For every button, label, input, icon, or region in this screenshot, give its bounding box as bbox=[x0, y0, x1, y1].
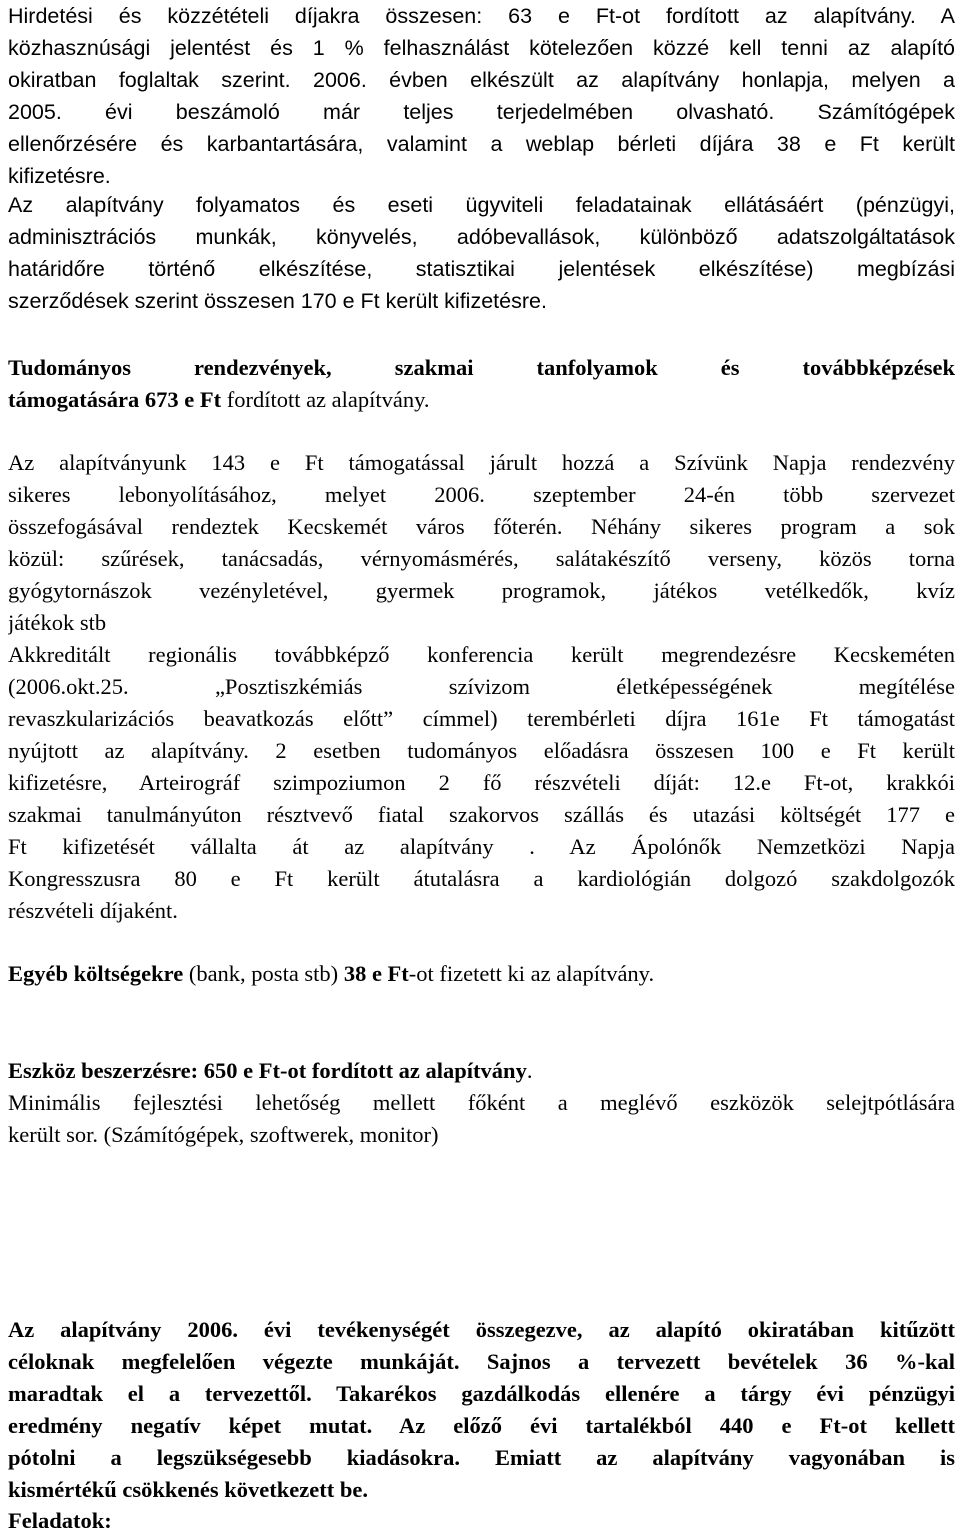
paragraph-administration-costs bbox=[8, 189, 955, 317]
text-line: közül: szűrések, tanácsadás, vérnyomásmérés, salátakészítő verseny, közös torna bbox=[8, 546, 955, 571]
text-line: nyújtott az alapítvány. 2 esetben tudományos előadásra összesen 100 e Ft került bbox=[8, 738, 955, 763]
text-line: került sor. (Számítógépek, szoftwerek, monitor) bbox=[8, 1122, 439, 1147]
bold-text: Egyéb költségekre bbox=[8, 961, 184, 986]
text-line bbox=[8, 384, 955, 416]
text-line: gyógytornászok vezényletével, gyermek programok, játékos vetélkedők, kvíz bbox=[8, 578, 955, 603]
text-line: kismértékű csökkenés következett be. bbox=[8, 1477, 368, 1502]
text-line bbox=[8, 1055, 955, 1087]
text-line: céloknak megfelelően végezte munkáját. Sajnos a tervezett bevételek 36 %-kal bbox=[8, 1349, 955, 1374]
text-line: revaszkularizációs beavatkozás előtt” címmel) terembérleti díjra 161e Ft támogatást bbox=[8, 706, 955, 731]
text-line: szerződések szerint összesen 170 e Ft került kifizetésre. bbox=[8, 289, 547, 313]
paragraph-other-costs bbox=[8, 958, 955, 990]
bold-text: támogatására 673 e Ft bbox=[8, 387, 222, 412]
text-line: okiratban foglaltak szerint. 2006. évben elkészült az alapítvány honlapja, melyen a bbox=[8, 68, 955, 92]
plain-text: -ot fizetett ki az alapítvány. bbox=[408, 961, 655, 986]
text-line: játékok stb bbox=[8, 610, 107, 635]
paragraph-scientific-events bbox=[8, 352, 955, 416]
text-line: ellenőrzésére és karbantartására, valamint a weblap bérleti díjára 38 e Ft került bbox=[8, 132, 955, 156]
text-line: kifizetésre, Arteirográf szimpoziumon 2 fő részvételi díját: 12.e Ft-ot, krakkói bbox=[8, 770, 955, 795]
text-line: Ft kifizetését vállalta át az alapítvány . Az Ápolónők Nemzetközi Napja bbox=[8, 834, 955, 859]
paragraph-annual-summary bbox=[8, 1314, 955, 1506]
text-line: pótolni a legszükségesebb kiadásokra. Emiatt az alapítvány vagyonában is bbox=[8, 1445, 955, 1470]
text-line: (2006.okt.25. „Posztiszkémiás szívizom életképességének megítélése bbox=[8, 674, 955, 699]
heading-text: Feladatok: bbox=[8, 1508, 112, 1533]
text-line: Az alapítvány 2006. évi tevékenységét összegezve, az alapító okiratában kitűzött bbox=[8, 1317, 955, 1342]
text-line: 2005. évi beszámoló már teljes terjedelmében olvasható. Számítógépek bbox=[8, 100, 955, 124]
text-line: Az alapítványunk 143 e Ft támogatással járult hozzá a Szívünk Napja rendezvény bbox=[8, 450, 955, 475]
text-line: Minimális fejlesztési lehetőség mellett főként a meglévő eszközök selejtpótlására bbox=[8, 1090, 955, 1115]
text-line: Az alapítvány folyamatos és eseti ügyviteli feladatainak ellátásáért (pénzügyi, bbox=[8, 193, 955, 217]
text-line: Tudományos rendezvények, szakmai tanfolyamok és továbbképzések bbox=[8, 355, 955, 380]
text-line: maradtak el a tervezettől. Takarékos gazdálkodás ellenére a tárgy évi pénzügyi bbox=[8, 1381, 955, 1406]
text-line: Kongresszusra 80 e Ft került átutalásra a kardiológián dolgozó szakdolgozók bbox=[8, 866, 955, 891]
paragraph-heart-day-support bbox=[8, 447, 955, 927]
text-line: sikeres lebonyolításához, melyet 2006. szeptember 24-én több szervezet bbox=[8, 482, 955, 507]
text-line bbox=[8, 958, 955, 990]
plain-text: . bbox=[526, 1058, 533, 1083]
text-line: Akkreditált regionális továbbképző konferencia került megrendezésre Kecskeméten bbox=[8, 642, 955, 667]
text-line: szakmai tanulmányúton résztvevő fiatal szakorvos szállás és utazási költségét 177 e bbox=[8, 802, 955, 827]
text-line: eredmény negatív képet mutat. Az előző évi tartalékból 440 e Ft-ot kellett bbox=[8, 1413, 955, 1438]
text-line: kifizetésre. bbox=[8, 164, 111, 188]
text-line: határidőre történő elkészítése, statisztikai jelentések elkészítése) megbízási bbox=[8, 257, 955, 281]
text-line: közhasznúsági jelentést és 1 % felhasználást kötelezően közzé kell tenni az alapító bbox=[8, 36, 955, 60]
bold-text: 38 e Ft bbox=[343, 961, 409, 986]
paragraph-equipment-purchase bbox=[8, 1055, 955, 1151]
text-line: összefogásával rendeztek Kecskemét város főterén. Néhány sikeres program a sok bbox=[8, 514, 955, 539]
section-heading-tasks bbox=[8, 1505, 955, 1537]
text-line: Hirdetési és közzétételi díjakra összesen: 63 e Ft-ot fordított az alapítvány. A bbox=[8, 4, 955, 28]
text-line: részvételi díjaként. bbox=[8, 898, 178, 923]
plain-text: (bank, posta stb) bbox=[183, 961, 344, 986]
paragraph-advertising-costs bbox=[8, 0, 955, 192]
plain-text: fordított az alapítvány. bbox=[221, 387, 430, 412]
bold-text: Eszköz beszerzésre: 650 e Ft-ot fordított az alapítvány bbox=[8, 1058, 527, 1083]
text-line: adminisztrációs munkák, könyvelés, adóbevallások, különböző adatszolgáltatások bbox=[8, 225, 955, 249]
